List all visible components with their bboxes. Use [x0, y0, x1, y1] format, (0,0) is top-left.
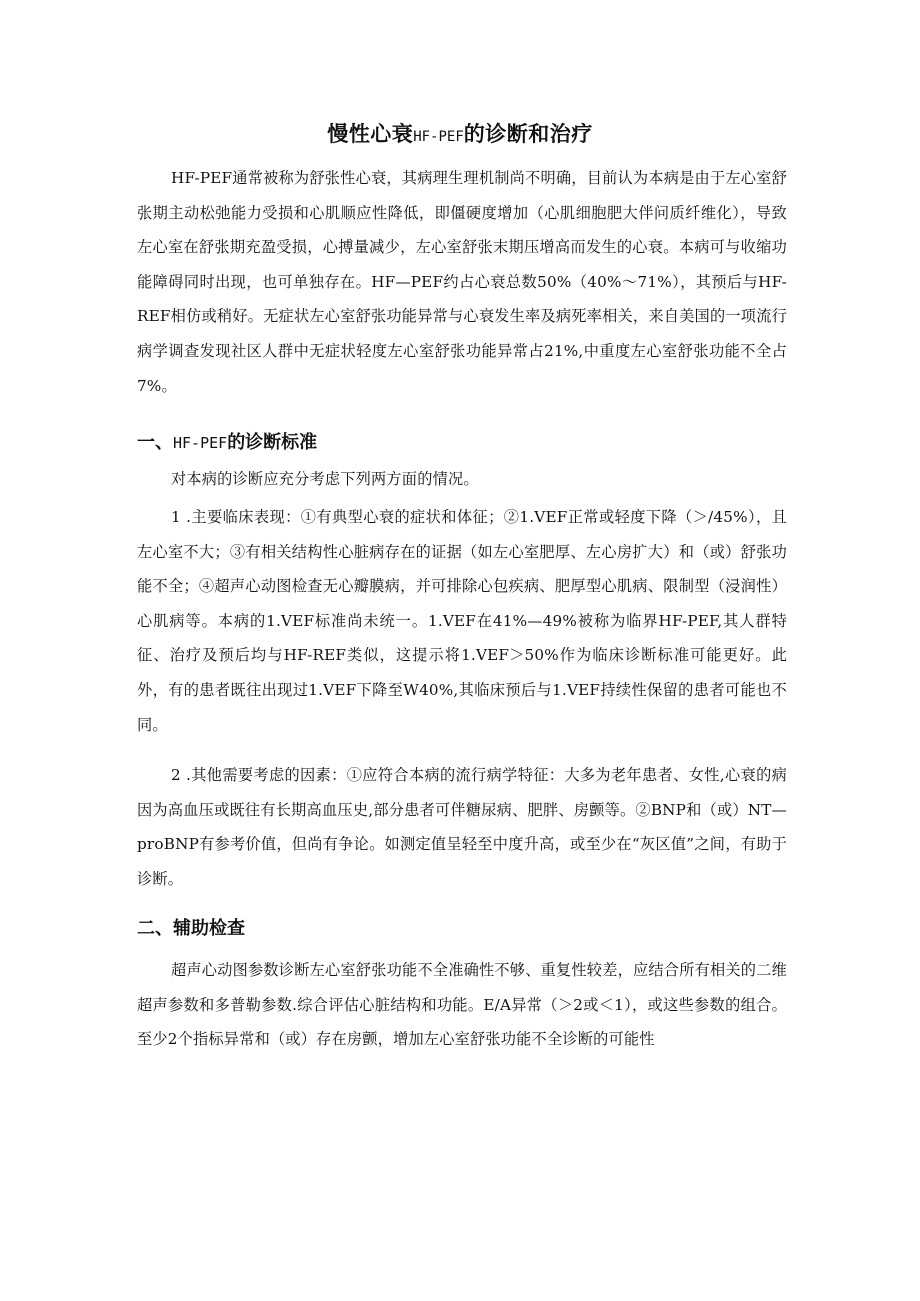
section1-heading: [137, 429, 787, 457]
section2-heading: 二、辅助检查: [137, 918, 245, 939]
section1-heading-suffix: 的诊断标准: [227, 432, 318, 453]
title-suffix: 的诊断和治疗: [463, 122, 593, 146]
section1-heading-code: HF-PEF: [173, 434, 228, 452]
title-prefix: 慢性心衰: [327, 122, 414, 146]
section1-item2: 2 .其他需要考虑的因素：①应符合本病的流行病学特征：大多为老年患者、女性,心衰的病因为高血压或既往有长期高血压史,部分患者可伴糖尿病、肥胖、房颤等。②BNP和（或）NT—proBNP有参考价值，但尚有争论。如测定值呈轻至中度升高，或至少在“灰区值”之间，有助于诊断。: [137, 766, 787, 888]
section2-body: 超声心动图参数诊断左心室舒张功能不全准确性不够、重复性较差，应结合所有相关的二维超声参数和多普勒参数.综合评估心脏结构和功能。E/A异常（＞2或＜1），或这些参数的组合。至少2个指标异常和（或）存在房颤，增加左心室舒张功能不全诊断的可能性: [137, 961, 787, 1049]
section1-lead: 对本病的诊断应充分考虑下列两方面的情况。: [171, 470, 479, 488]
title-code: HF-PEF: [413, 129, 464, 145]
section1-item1: 1 .主要临床表现：①有典型心衰的症状和体征；②1.VEF正常或轻度下降（＞/45%），且左心室不大；③有相关结构性心脏病存在的证据（如左心室肥厚、左心房扩大）和（或）舒张功能不全；④超声心动图检查无心瓣膜病，并可排除心包疾病、肥厚型心肌病、限制型（浸润性）心肌病等。本病的1.VEF标准尚未统一。1.VEF在41%—49%被称为临界HF-PEF,其人群特征、治疗及预后均与HF-REF类似，这提示将1.VEF＞50%作为临床诊断标准可能更好。此外，有的患者既往出现过1.VEF下降至W40%,其临床预后与1.VEF持续性保留的患者可能也不同。: [137, 508, 787, 734]
section1-heading-prefix: 一、: [137, 432, 173, 453]
intro-paragraph: HF-PEF通常被称为舒张性心衰，其病理生理机制尚不明确，目前认为本病是由于左心室舒张期主动松弛能力受损和心肌顺应性降低，即僵硬度增加（心肌细胞肥大伴问质纤维化），导致左心室在舒张期充盈受损，心搏量减少，左心室舒张末期压增高而发生的心衰。本病可与收缩功能障碍同时出现，也可单独存在。HF—PEF约占心衰总数50%（40%～71%），其预后与HF-REF相仿或稍好。无症状左心室舒张功能异常与心衰发生率及病死率相关，来自美国的一项流行病学调查发现社区人群中无症状轻度左心室舒张功能异常占21%,中重度左心室舒张功能不全占7%。: [137, 169, 787, 395]
document-title: [0, 119, 920, 152]
